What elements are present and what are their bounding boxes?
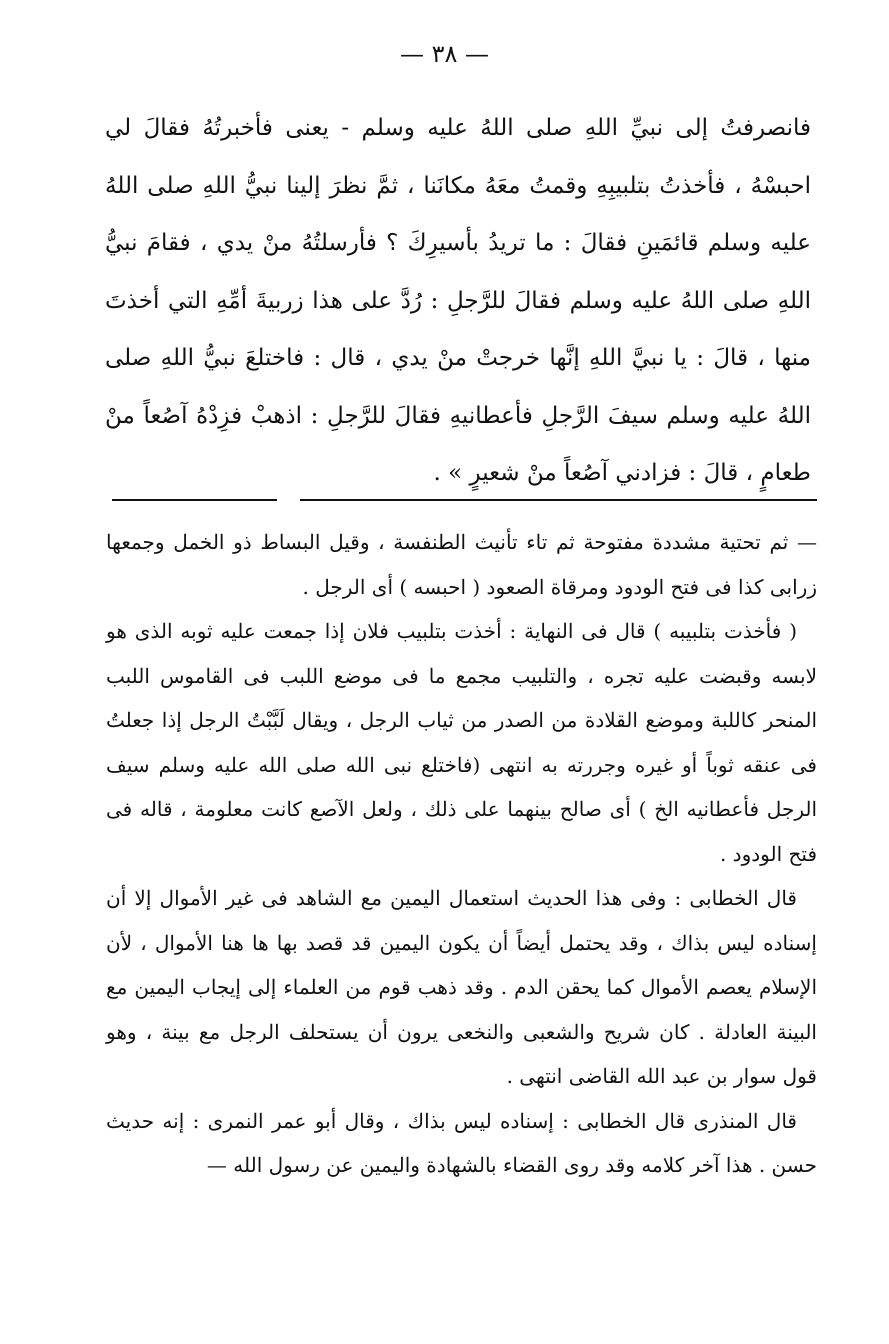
commentary-notes: [106, 520, 817, 1188]
note-paragraph-3: قال الخطابى : وفى هذا الحديث استعمال اليمين مع الشاهد فى غير الأموال إلا أن إسناده ليس بذاك ، وقد يحتمل أيضاً أن يكون اليمين قد قصد بها ها هنا الأموال ، لأن الإسلام يعصم الأموال كما يحقن الدم . وقد ذهب قوم من العلماء إلى إيجاب اليمين مع البينة العادلة . كان شريح والشعبى والنخعى يرون أن يستحلف الرجل مع بينة ، وهو قول سوار بن عبد الله القاضى انتهى .: [106, 886, 817, 1088]
page-number: — ٣٨ —: [399, 40, 490, 68]
note-paragraph-4: قال المنذرى قال الخطابى : إسناده ليس بذاك ، وقال أبو عمر النمرى : إنه حديث حسن . هذا آخر كلامه وقد روى القضاء بالشهادة واليمين عن رسول الله —: [106, 1108, 817, 1177]
hadith-paragraph: فانصرفتُ إلى نبيِّ اللهِ صلى اللهُ عليه وسلم - يعنى فأخبرتُهُ فقالَ لي احبسْهُ ، فأخذتُ بتلبيبِهِ وقمتُ معَهُ مكانَنا ، ثمَّ نظرَ إلينا نبيُّ اللهِ صلى اللهُ عليه وسلم قائمَينِ فقالَ : ما تريدُ بأسيرِكَ ؟ فأرسلتُهُ منْ يدي ، فقامَ نبيُّ اللهِ صلى اللهُ عليه وسلم فقالَ للرَّجلِ : رُدَّ على هذا زربيةَ أمِّهِ التي أخذتَ منها ، قالَ : يا نبيَّ اللهِ إنَّها خرجتْ منْ يدي ، قال : فاختلعَ نبيُّ اللهِ صلى اللهُ عليه وسلم سيفَ الرَّجلِ فأعطانيهِ فقالَ للرَّجلِ : اذهبْ فزِدْهُ آصُعاً منْ طعامٍ ، قالَ : فزادني آصُعاً منْ شعيرٍ » .: [105, 115, 811, 486]
main-text: [105, 100, 811, 503]
footnote-separator-left: [112, 499, 277, 501]
note-paragraph-1: — ثم تحتية مشددة مفتوحة ثم تاء تأنيث الطنفسة ، وقيل البساط ذو الخمل وجمعها زرابى كذا فى فتح الودود ومرقاة الصعود ( احبسه ) أى الرجل .: [106, 530, 817, 599]
note-paragraph-2: ( فأخذت بتلبيبه ) قال فى النهاية : أخذت بتلبيب فلان إذا جمعت عليه ثوبه الذى هو لابسه وقبضت عليه تجره ، والتلبيب مجمع ما فى موضع اللبب فى القاموس اللبب المنحر كاللبة وموضع القلادة من الصدر من ثياب الرجل ، ويقال لَبَّبْتُ الرجل إذا جعلتُ فى عنقه ثوباً أو غيره وجررته به انتهى (فاختلع نبى الله صلى الله عليه وسلم سيف الرجل فأعطانيه الخ ) أى صالح بينهما على ذلك ، ولعل الآصع كانت معلومة ، قاله فى فتح الودود .: [106, 619, 817, 866]
footnote-separator-right: [300, 499, 817, 501]
